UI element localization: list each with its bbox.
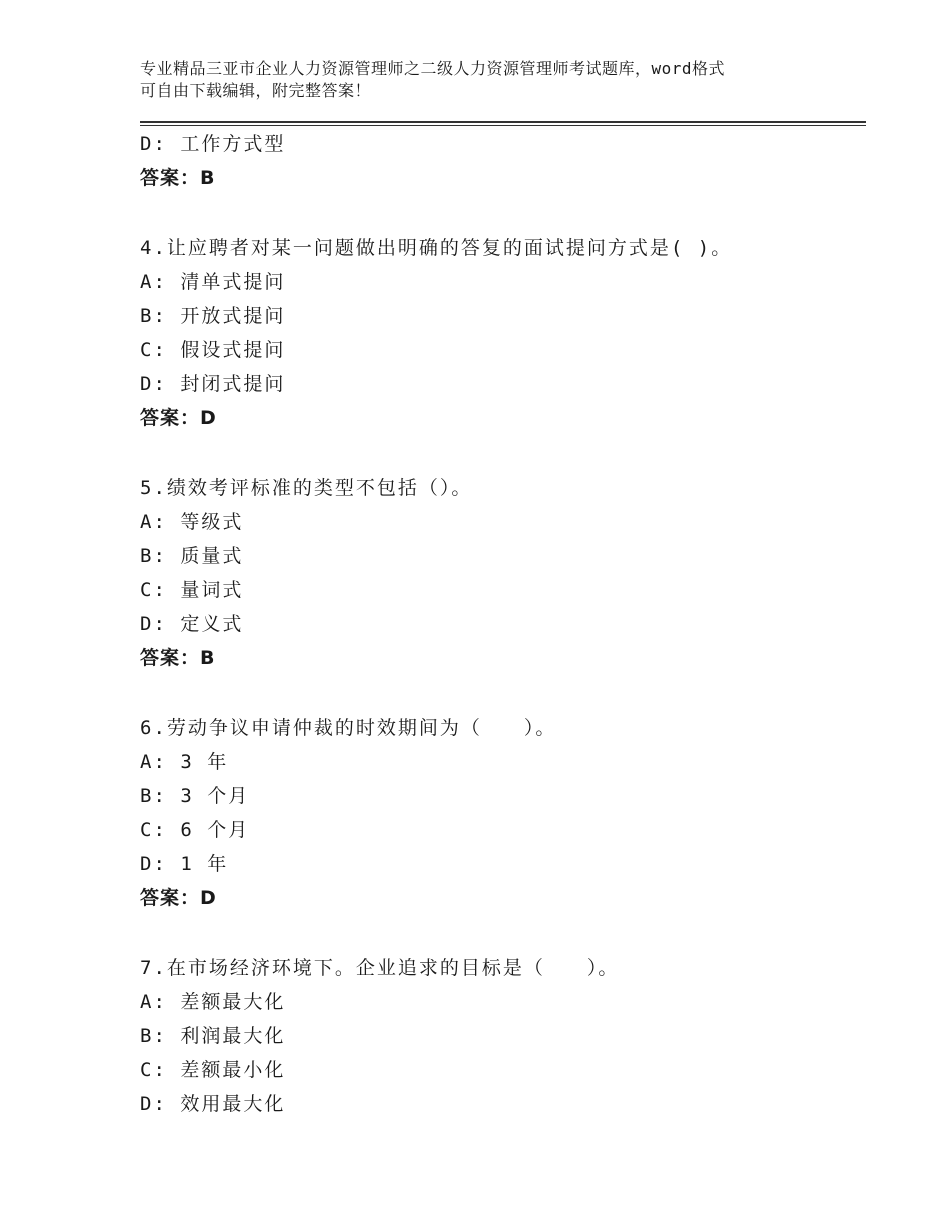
spacer xyxy=(140,435,860,471)
header-title-line-2: 可自由下载编辑，附完整答案！ xyxy=(140,81,372,100)
option-a: A: 差额最大化 xyxy=(140,991,286,1013)
header-divider-thick xyxy=(140,121,866,123)
option-d: D: 效用最大化 xyxy=(140,1093,286,1115)
question-6 xyxy=(140,711,860,915)
question-list xyxy=(140,127,860,1121)
spacer xyxy=(140,195,860,231)
header-divider-thin xyxy=(140,125,866,126)
question-stem: 6.劳动争议申请仲裁的时效期间为（ ）。 xyxy=(140,717,557,739)
option-c: C: 差额最小化 xyxy=(140,1059,286,1081)
question-3-tail xyxy=(140,127,860,195)
question-stem: 7.在市场经济环境下。企业追求的目标是（ ）。 xyxy=(140,957,620,979)
answer: 答案：B xyxy=(140,647,216,669)
document-header xyxy=(140,58,820,102)
question-stem: 4.让应聘者对某一问题做出明确的答复的面试提问方式是( )。 xyxy=(140,237,733,259)
option-b: B: 质量式 xyxy=(140,545,244,567)
option-c: C: 假设式提问 xyxy=(140,339,286,361)
option-b: B: 利润最大化 xyxy=(140,1025,286,1047)
option-b: B: 开放式提问 xyxy=(140,305,286,327)
question-7 xyxy=(140,951,860,1121)
option-d: D: 封闭式提问 xyxy=(140,373,286,395)
option-c: C: 6 个月 xyxy=(140,819,250,841)
question-4 xyxy=(140,231,860,435)
option-d: D: 工作方式型 xyxy=(140,133,286,155)
answer: 答案：B xyxy=(140,167,216,189)
spacer xyxy=(140,915,860,951)
option-a: A: 等级式 xyxy=(140,511,244,533)
option-d: D: 1 年 xyxy=(140,853,229,875)
option-a: A: 3 年 xyxy=(140,751,229,773)
option-c: C: 量词式 xyxy=(140,579,244,601)
option-b: B: 3 个月 xyxy=(140,785,250,807)
spacer xyxy=(140,675,860,711)
question-stem: 5.绩效考评标准的类型不包括（）。 xyxy=(140,477,473,499)
answer: 答案：D xyxy=(140,407,217,429)
header-title-line-1: 专业精品三亚市企业人力资源管理师之二级人力资源管理师考试题库，word格式 xyxy=(140,59,726,78)
option-d: D: 定义式 xyxy=(140,613,244,635)
answer: 答案：D xyxy=(140,887,217,909)
option-a: A: 清单式提问 xyxy=(140,271,286,293)
question-5 xyxy=(140,471,860,675)
